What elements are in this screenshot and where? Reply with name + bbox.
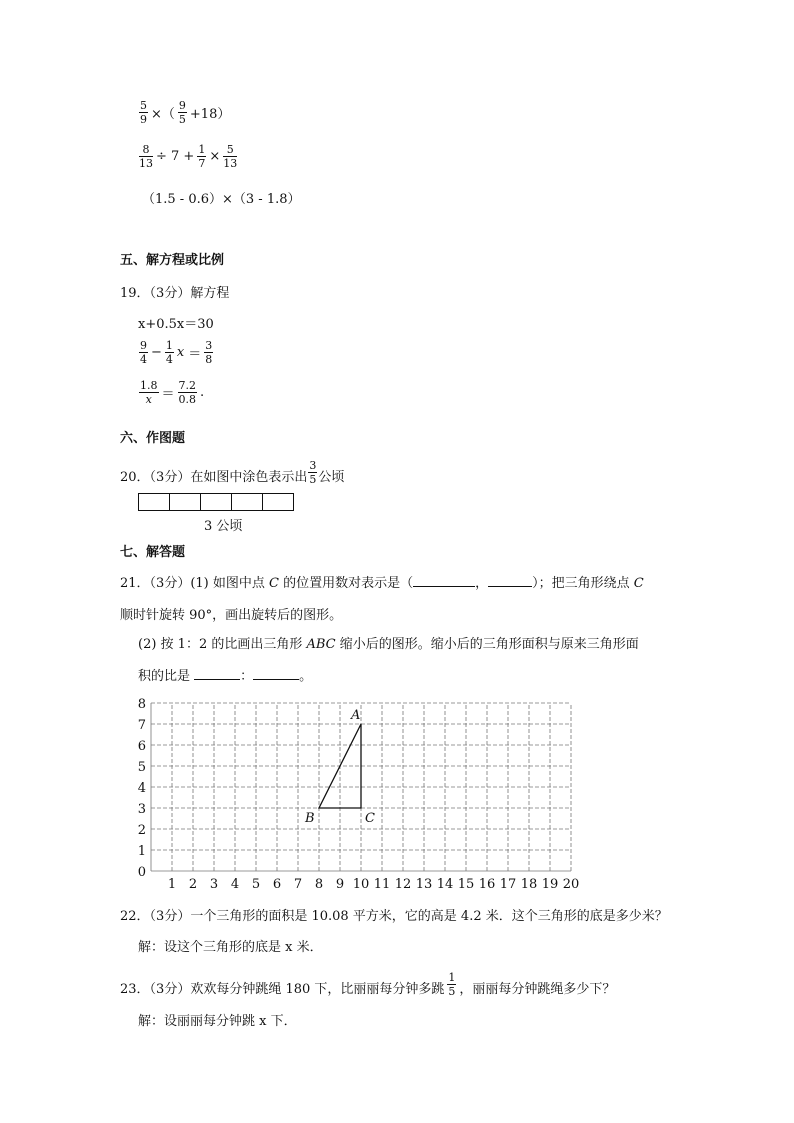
x-tick-label: 17 xyxy=(499,877,517,892)
section-5-title: 五、解方程或比例 xyxy=(120,253,225,268)
equation-3: $\frac{1.8}{x}$ ＝ $\frac{7.2}{0.8}$ . xyxy=(140,379,205,406)
y-tick-label: 8 xyxy=(137,697,146,712)
x-tick-label: 15 xyxy=(457,877,475,892)
x-tick-label: 3 xyxy=(209,877,219,892)
equation-1: x+0.5x＝30 xyxy=(138,317,214,332)
x-tick-label: 4 xyxy=(230,877,240,892)
fraction: $\frac{7.2}{0.8}$ xyxy=(178,379,197,406)
fraction: $\frac{1}{5}$ xyxy=(448,971,456,998)
fraction: $\frac{5}{13}$ xyxy=(223,143,238,170)
question-19: 19．（3分）解方程 xyxy=(120,286,230,301)
y-tick-label: 6 xyxy=(137,739,146,754)
x-tick-label: 12 xyxy=(394,877,412,892)
fraction: $\frac{5}{9}$ xyxy=(140,99,147,126)
x-tick-label: 16 xyxy=(478,877,496,892)
fraction: $\frac{9}{5}$ xyxy=(178,99,186,126)
equation-2: $\frac{9}{4}$ − $\frac{1}{4}$ x ＝ $\frac{3}{8}$ xyxy=(140,339,213,366)
vertex-label-c: C xyxy=(365,811,375,826)
x-tick-label: 8 xyxy=(314,877,324,892)
question-21-line-4: 积的比是 ： 。 xyxy=(138,669,313,684)
expr-3: （1.5 - 0.6）×（3 - 1.8） xyxy=(142,192,301,207)
y-tick-label: 7 xyxy=(137,718,146,733)
section-7-title: 七、解答题 xyxy=(120,545,186,560)
x-tick-label: 14 xyxy=(436,877,454,892)
section-6-title: 六、作图题 xyxy=(120,431,186,446)
x-tick-label: 1 xyxy=(167,877,177,892)
fraction: $\frac{1}{4}$ xyxy=(165,339,173,366)
vertex-label-a: A xyxy=(351,708,361,723)
fraction: $\frac{1}{7}$ xyxy=(198,143,206,170)
y-tick-label: 3 xyxy=(137,802,146,817)
x-tick-label: 19 xyxy=(541,877,559,892)
y-tick-label: 4 xyxy=(137,781,146,796)
x-tick-label: 5 xyxy=(251,877,261,892)
y-tick-label: 1 xyxy=(137,844,146,859)
x-tick-label: 7 xyxy=(293,877,303,892)
x-tick-label: 2 xyxy=(188,877,198,892)
x-tick-label: 6 xyxy=(272,877,282,892)
expr-1: $\frac{5}{9}$ ×（ $\frac{9}{5}$ +18） xyxy=(140,99,231,126)
y-tick-label: 5 xyxy=(137,760,146,775)
fraction: $\frac{9}{4}$ xyxy=(140,339,147,366)
x-tick-label: 18 xyxy=(520,877,538,892)
question-23: 23．（3分）欢欢每分钟跳绳 180 下，比丽丽每分钟多跳 $\frac{1}{5}$ ，丽丽每分钟跳绳多少下？ xyxy=(120,971,616,998)
question-23-solution: 解：设丽丽每分钟跳 x 下． xyxy=(138,1014,297,1029)
x-tick-label: 10 xyxy=(352,877,370,892)
fraction: $\frac{3}{8}$ xyxy=(205,339,213,366)
expr-2: $\frac{8}{13}$ ÷ 7 + $\frac{1}{7}$ × $\frac{5}{13}$ xyxy=(139,143,238,170)
y-tick-label: 2 xyxy=(137,823,146,838)
x-tick-label: 20 xyxy=(562,877,580,892)
fraction: $\frac{1.8}{x}$ xyxy=(140,379,158,406)
x-tick-label: 11 xyxy=(373,877,391,892)
question-21-line-1: 21．（3分）(1) 如图中点 C 的位置用数对表示是（ ， ）；把三角形绕点 C xyxy=(120,576,644,591)
x-tick-label: 9 xyxy=(335,877,345,892)
fraction: $\frac{3}{5}$ xyxy=(309,459,317,486)
question-20: 20．（3分）在如图中涂色表示出 $\frac{3}{5}$ 公顷 xyxy=(120,459,345,486)
question-22-solution: 解：设这个三角形的底是 x 米． xyxy=(138,940,323,955)
x-tick-label: 13 xyxy=(415,877,433,892)
box-label: 3 公顷 xyxy=(204,519,243,534)
question-21-line-2: 顺时针旋转 90°，画出旋转后的图形。 xyxy=(120,608,343,623)
question-21-line-3: (2) 按 1：2 的比画出三角形 ABC 缩小后的图形。缩小后的三角形面积与原来三角形面 xyxy=(138,637,639,652)
y-tick-label: 0 xyxy=(137,865,146,880)
fraction: $\frac{8}{13}$ xyxy=(139,143,153,170)
vertex-label-b: B xyxy=(305,811,315,826)
question-22: 22．（3分）一个三角形的面积是 10.08 平方米，它的高是 4.2 米．这个三角形的底是多少米？ xyxy=(120,909,668,924)
